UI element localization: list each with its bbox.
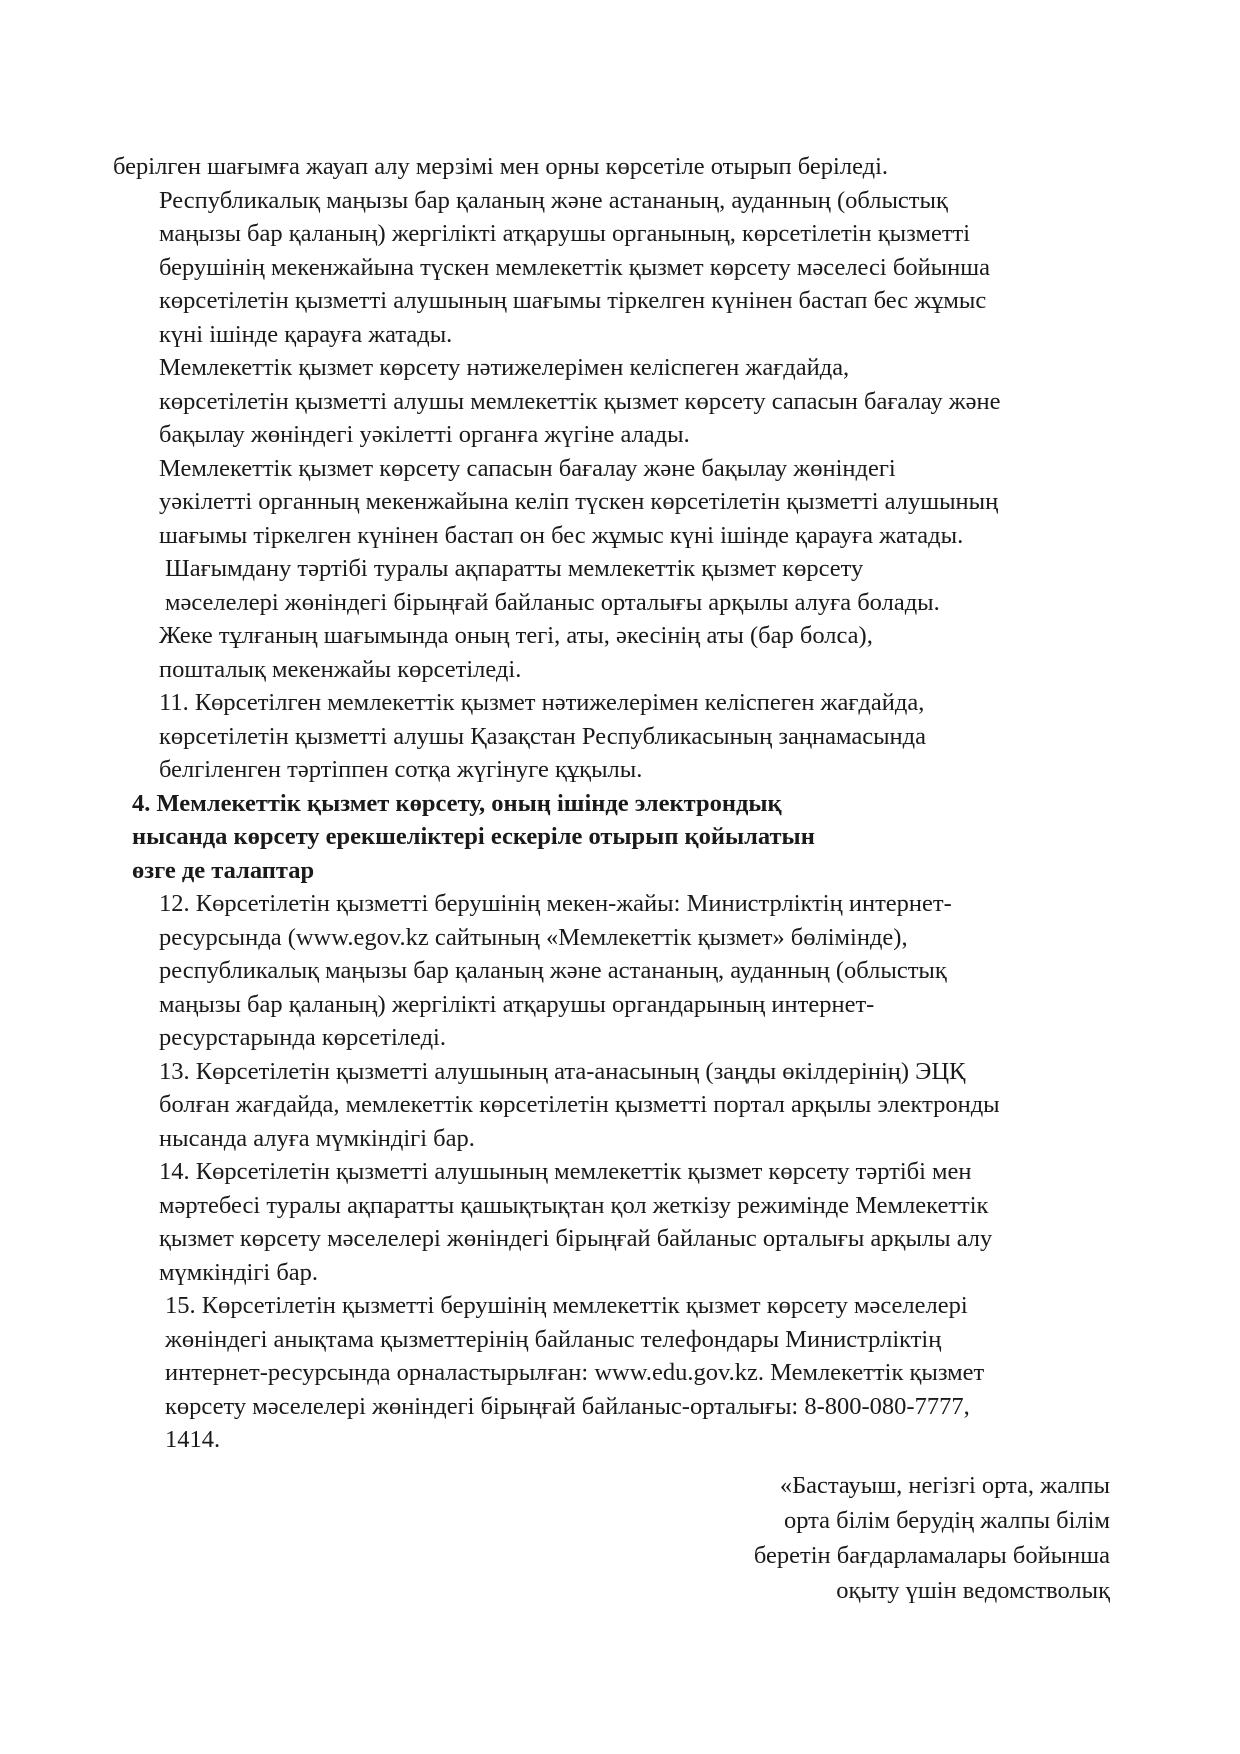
- text-line: берушінің мекенжайына түскен мемлекеттік қызмет көрсету мәселесі бойынша: [159, 253, 990, 281]
- text-line: Мемлекеттік қызмет көрсету сапасын бағалау және бақылау жөніндегі: [159, 454, 896, 482]
- text-line: 12. Көрсетілетін қызметті берушінің мекен-жайы: Министрліктің интернет-: [159, 890, 952, 917]
- text-line: мәртебесі туралы ақпаратты қашықтықтан қол жеткізу режимінде Мемлекеттік: [159, 1191, 989, 1219]
- text-line: көрсету мәселелері жөніндегі бірыңғай байланыс-орталығы: 8-800-080-7777,: [165, 1392, 970, 1420]
- text-line: 14. Көрсетілетін қызметті алушының мемлекеттік қызмет көрсету тәртібі мен: [159, 1158, 972, 1185]
- text-line: көрсетілетін қызметті алушы Қазақстан Республикасының заңнамасында: [159, 722, 927, 750]
- paragraph-item-13: [113, 1055, 1125, 1156]
- text-line: пошталық мекенжайы көрсетіледі.: [159, 655, 522, 683]
- heading-line: 4. Мемлекеттік қызмет көрсету, оның ішінде электрондық: [132, 789, 782, 817]
- section-heading-4: [113, 787, 1125, 888]
- text-line: берілген шағымға жауап алу мерзімі мен орны көрсетіле отырып беріледі.: [113, 153, 889, 180]
- text-line: көрсетілетін қызметті алушы мемлекеттік қызмет көрсету сапасын бағалау және: [159, 387, 1001, 415]
- text-line: республикалық маңызы бар қаланың және астананың, ауданның (облыстық: [159, 957, 947, 984]
- paragraph-disagreement-authority: [113, 351, 1125, 452]
- text-line: Жеке тұлғаның шағымында оның тегі, аты, әкесінің аты (бар болса),: [159, 622, 873, 649]
- standard-title-block: [650, 1468, 1110, 1608]
- text-line: мәселелері жөніндегі бірыңғай байланыс орталығы арқылы алуға болады.: [165, 588, 940, 616]
- text-line: ресурсында (www.egov.kz сайтының «Мемлекеттік қызмет» бөлімінде),: [159, 923, 908, 951]
- paragraph-complaint-info: [113, 552, 1125, 619]
- title-block-line: «Бастауыш, негізгі орта, жалпы: [779, 1472, 1110, 1499]
- text-line: бақылау жөніндегі уәкілетті органға жүгіне алады.: [159, 421, 690, 448]
- text-line: қызмет көрсету мәселелері жөніндегі бірыңғай байланыс орталығы арқылы алу: [159, 1225, 993, 1252]
- document-body: [113, 150, 1125, 1457]
- text-line: маңызы бар қаланың) жергілікті атқарушы органдарының интернет-: [159, 990, 875, 1018]
- heading-line: өзге де талаптар: [132, 856, 315, 884]
- text-line: интернет-ресурсында орналастырылған: www.edu.gov.kz. Мемлекеттік қызмет: [165, 1359, 985, 1386]
- text-line: белгіленген тәртіппен сотқа жүгінуге құқылы.: [159, 756, 643, 783]
- text-line: Шағымдану тәртібі туралы ақпаратты мемлекеттік қызмет көрсету: [165, 555, 864, 582]
- title-block-line: беретін бағдарламалары бойынша: [753, 1542, 1110, 1569]
- paragraph-local-executive-review: [113, 184, 1125, 352]
- paragraph-authority-review-period: [113, 452, 1125, 553]
- paragraph-complaint-details: [113, 619, 1125, 686]
- text-line: болған жағдайда, мемлекеттік көрсетілетін қызметті портал арқылы электронды: [159, 1091, 1000, 1118]
- paragraph-item-12: [113, 887, 1125, 1055]
- text-line: ресурстарында көрсетіледі.: [159, 1024, 446, 1051]
- title-block-line: орта білім берудің жалпы білім: [783, 1507, 1110, 1534]
- text-line: Мемлекеттік қызмет көрсету нәтижелерімен келіспеген жағдайда,: [159, 354, 850, 381]
- text-line: нысанда алуға мүмкіндігі бар.: [159, 1124, 475, 1152]
- text-line: жөніндегі анықтама қызметтерінің байланыс телефондары Министрліктің: [165, 1325, 942, 1353]
- text-line: шағымы тіркелген күнінен бастап он бес жұмыс күні ішінде қарауға жатады.: [159, 521, 964, 549]
- title-block-line: оқыту үшін ведомстволық: [836, 1577, 1110, 1604]
- text-line: мүмкіндігі бар.: [159, 1258, 319, 1286]
- text-line: 13. Көрсетілетін қызметті алушының ата-анасының (заңды өкілдерінің) ЭЦҚ: [159, 1057, 966, 1085]
- text-line: 1414.: [165, 1426, 221, 1453]
- text-line: көрсетілетін қызметті алушының шағымы тіркелген күнінен бастап бес жұмыс: [159, 287, 987, 314]
- text-line: Республикалық маңызы бар қаланың және астананың, ауданның (облыстық: [159, 186, 948, 214]
- paragraph-item-11: [113, 686, 1125, 787]
- text-line: күні ішінде қарауға жатады.: [159, 320, 453, 348]
- text-line: 11. Көрсетілген мемлекеттік қызмет нәтижелерімен келіспеген жағдайда,: [159, 689, 925, 716]
- text-line: маңызы бар қаланың) жергілікті атқарушы органының, көрсетілетін қызметті: [159, 220, 971, 247]
- text-line: 15. Көрсетілетін қызметті берушінің мемлекеттік қызмет көрсету мәселелері: [165, 1292, 968, 1319]
- paragraph-complaint-answer: [113, 150, 1125, 184]
- paragraph-item-14: [113, 1155, 1125, 1289]
- text-line: уәкілетті органның мекенжайына келіп түскен көрсетілетін қызметті алушының: [159, 488, 999, 515]
- heading-line: нысанда көрсету ерекшеліктері ескеріле отырып қойылатын: [132, 823, 815, 850]
- paragraph-item-15: [113, 1289, 1125, 1457]
